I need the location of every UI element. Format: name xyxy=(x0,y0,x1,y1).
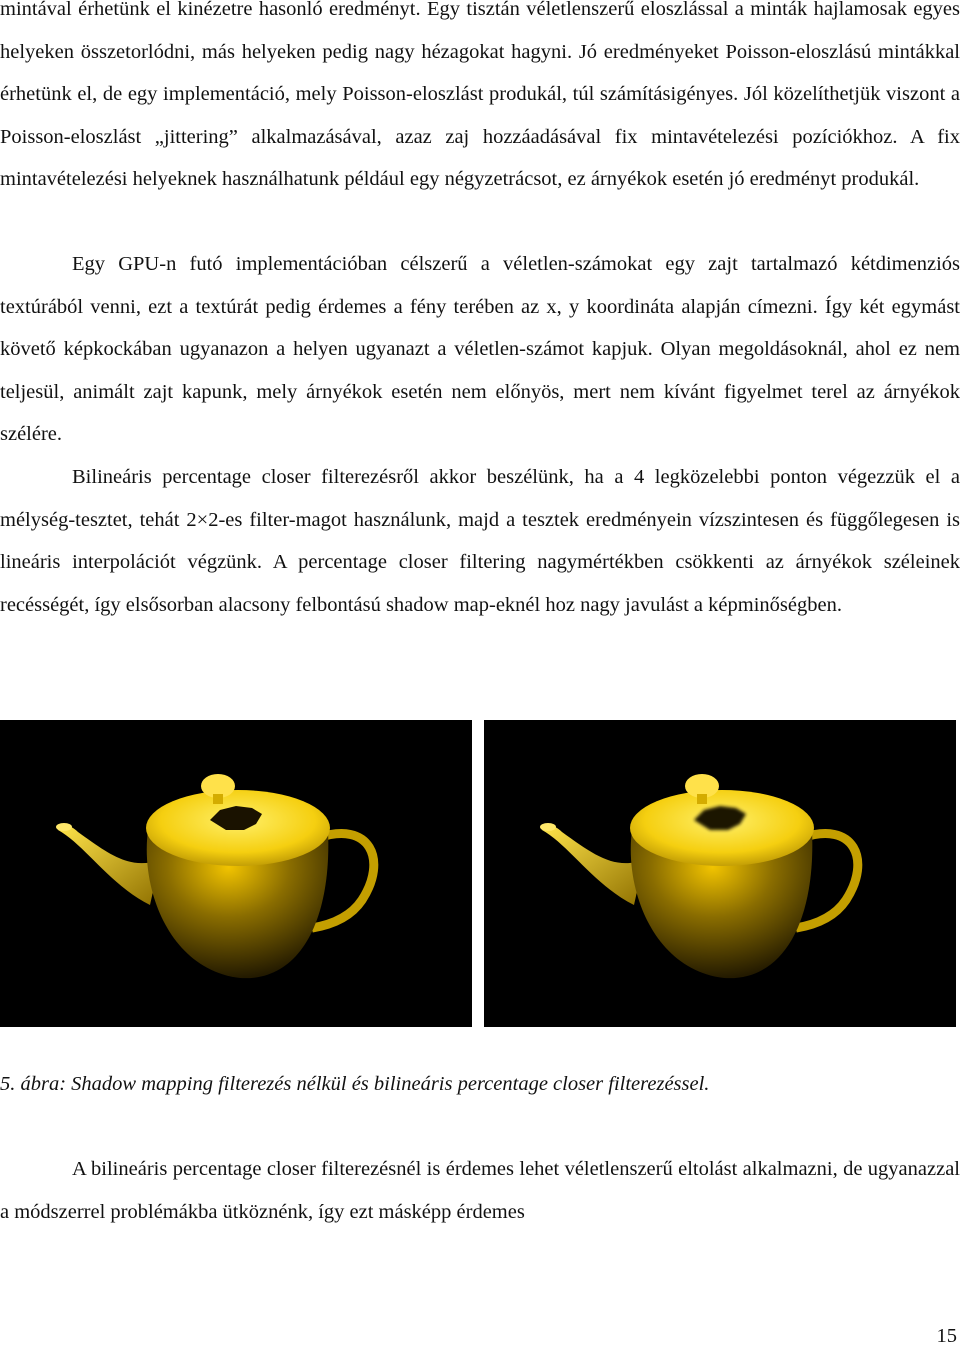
teapot-render-filtered xyxy=(484,720,956,1027)
paragraph-continued: mintával érhetünk el kinézetre hasonló eredményt. Egy tisztán véletlenszerű eloszlással a minták hajlamosak egyes helyeken összetorlódni, más helyeken pedig nagy hézagokat hagyni. Jó eredményeket Poisson-eloszlású mintákkal érhetünk el, de egy implementáció, mely Poisson-eloszlást produkál, túl számításigényes. Jól közelíthetjük viszont a Poisson-eloszlást „jittering” alkalmazásával, azaz zaj hozzáadásával fix mintavételezési pozíciókhoz. A fix mintavételezési helyeknek használhatunk például egy négyzetrácsot, ez árnyékok esetén jó eredményt produkál. xyxy=(0,0,960,190)
figure-caption: 5. ábra: Shadow mapping filterezés nélkül és bilineáris percentage closer filterezéssel. xyxy=(0,1073,710,1095)
paragraph-bilinear-pcf: Bilineáris percentage closer filterezésről akkor beszélünk, ha a 4 legközelebbi ponton végezzük el a mélység-tesztet, tehát 2×2-es filter-magot használunk, majd a tesztek eredményein vízszintesen és függőlegesen is lineáris interpolációt végzünk. A percentage closer filtering nagymértékben csökkenti az árnyékok széleinek recésségét, így elsősorban alacsony felbontású shadow map-eknél hoz nagy javulást a képminőségben. xyxy=(0,466,960,616)
page-number: 15 xyxy=(936,1325,957,1347)
paragraph-gpu-noise: Egy GPU-n futó implementációban célszerű a véletlen-számokat egy zajt tartalmazó kétdimenziós textúrából venni, ezt a textúrát pedig érdemes a fény terében az x, y koordináta alapján címezni. Így két egymást követő képkockában ugyanazon a helyen ugyanazt a véletlen-számot kapjuk. Olyan megoldásoknál, ahol ez nem teljesül, animált zajt kapunk, mely árnyékok esetén nem előnyös, mert nem kívánt figyelmet terel az árnyékok szélére. xyxy=(0,253,960,445)
paragraph-random-offset: A bilineáris percentage closer filterezésnél is érdemes lehet véletlenszerű eltolást alkalmazni, de ugyanazzal a módszerrel problémákba ütköznénk, így ezt másképp érdemes xyxy=(0,1158,960,1223)
teapot-render-unfiltered xyxy=(0,720,472,1027)
figure-image-pcf-filtered xyxy=(484,720,956,1027)
figure-image-unfiltered xyxy=(0,720,472,1027)
